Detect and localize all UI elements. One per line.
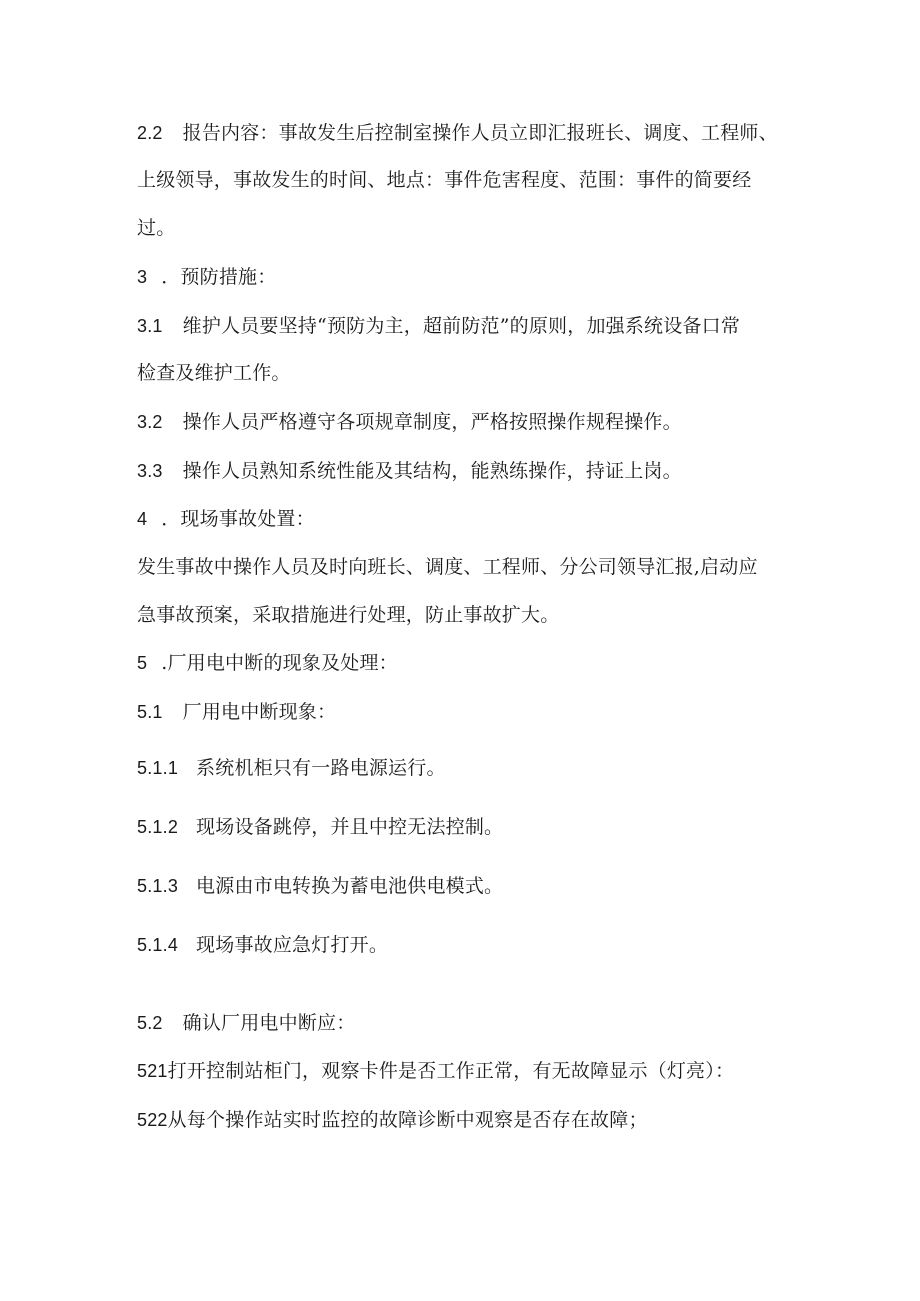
line-text: 确认厂用电中断应： <box>182 1012 356 1034</box>
section-number: 5.1.1 <box>137 758 179 778</box>
line-text: 发生事故中操作人员及时向班长、调度、工程师、分公司领导汇报,启动应 <box>137 556 758 578</box>
line-text: 过。 <box>137 217 176 239</box>
para-3-1-line-1 <box>137 314 740 338</box>
para-4-line-1 <box>137 555 758 579</box>
line-text: 从每个操作站实时监控的故障诊断中观察是否存在故障； <box>167 1109 648 1131</box>
section-number: 3.1 <box>137 316 163 336</box>
heading-5 <box>137 651 398 675</box>
para-5-1-1 <box>137 756 446 780</box>
section-number: 3 <box>137 267 148 287</box>
section-number: 3.2 <box>137 412 163 432</box>
para-2-2-line-3 <box>137 216 175 240</box>
heading-3 <box>137 265 276 289</box>
line-text: 急事故预案，采取措施进行处理，防止事故扩大。 <box>137 604 560 626</box>
section-number: 5.1.2 <box>137 817 179 837</box>
para-5-1-4 <box>137 933 388 957</box>
para-4-line-2 <box>137 603 559 627</box>
line-text: 系统机柜只有一路电源运行。 <box>196 757 446 779</box>
section-number: 5.2 <box>137 1013 163 1033</box>
line-text: 维护人员要坚持“预防为主，超前防范”的原则，加强系统设备口常 <box>182 315 741 337</box>
para-3-2 <box>137 410 682 434</box>
heading-4 <box>137 507 315 531</box>
line-text: 电源由市电转换为蓄电池供电模式。 <box>196 875 504 897</box>
line-text: 现场事故应急灯打开。 <box>196 934 389 956</box>
line-text: 打开控制站柜门，观察卡件是否工作正常，有无故障显示（灯亮）： <box>167 1060 735 1082</box>
section-number: 2.2 <box>137 123 163 143</box>
para-5-2-1 <box>137 1059 734 1083</box>
para-2-2-line-1 <box>137 121 778 145</box>
line-text: 操作人员熟知系统性能及其结构，能熟练操作，持证上岗。 <box>182 460 682 482</box>
line-text: 操作人员严格遵守各项规章制度，严格按照操作规程操作。 <box>182 411 682 433</box>
para-3-3 <box>137 459 682 483</box>
section-number: 522 <box>137 1110 168 1130</box>
section-number: 5.1 <box>137 702 163 722</box>
section-number: 5 <box>137 653 148 673</box>
section-number: 5.1.3 <box>137 876 179 896</box>
section-number: 4 <box>137 509 148 529</box>
para-5-1-3 <box>137 874 503 898</box>
line-text: 上级领导，事故发生的时间、地点：事件危害程度、范围：事件的简要经 <box>137 169 752 191</box>
para-5-2-2 <box>137 1108 648 1132</box>
section-number: 3.3 <box>137 461 163 481</box>
line-text: ．现场事故处置： <box>161 508 315 530</box>
section-number: 5.1.4 <box>137 935 179 955</box>
para-3-1-line-2 <box>137 361 291 385</box>
line-text: 检查及维护工作。 <box>137 362 291 384</box>
para-5-1 <box>137 700 336 724</box>
line-text: ．预防措施： <box>161 266 277 288</box>
para-2-2-line-2 <box>137 168 751 192</box>
line-text: 现场设备跳停，并且中控无法控制。 <box>196 816 504 838</box>
para-5-2 <box>137 1011 355 1035</box>
para-5-1-2 <box>137 815 503 839</box>
line-text: .厂用电中断的现象及处理： <box>161 652 398 674</box>
section-number: 521 <box>137 1061 168 1081</box>
line-text: 厂用电中断现象： <box>182 701 337 723</box>
line-text: 报告内容：事故发生后控制室操作人员立即汇报班长、调度、工程师、 <box>182 122 778 144</box>
